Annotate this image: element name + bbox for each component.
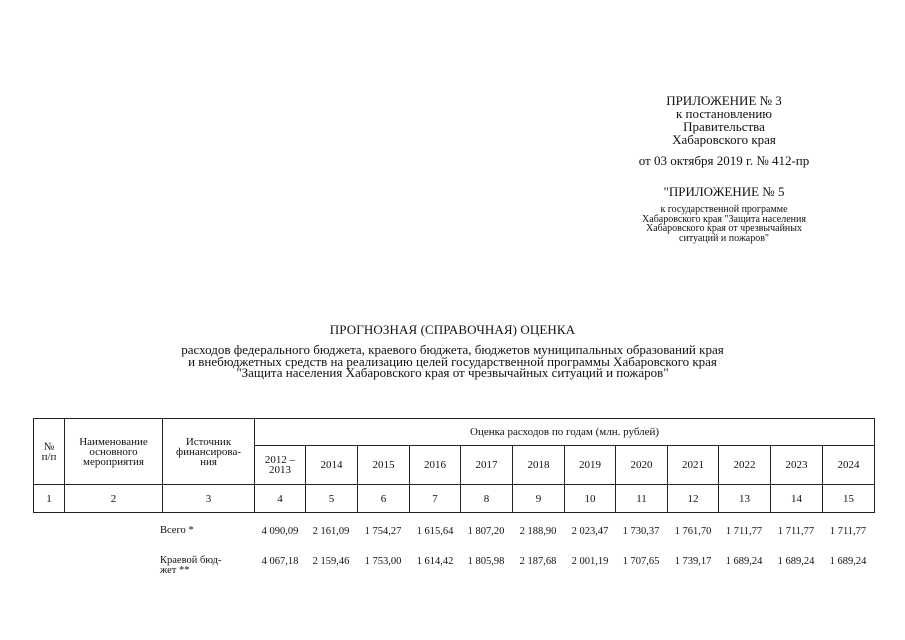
- header-year: 2015: [358, 446, 410, 485]
- header-year: 2023: [771, 446, 823, 485]
- column-number: 12: [668, 485, 719, 513]
- row-value: 1 754,27: [364, 526, 402, 537]
- program-line: Хабаровского края от чрезвычайных: [646, 223, 802, 234]
- program-line: ситуаций и пожаров": [679, 232, 769, 244]
- row-value: 2 161,09: [312, 526, 350, 537]
- row-value: 2 187,68: [519, 556, 557, 567]
- header-activity-line: основного: [89, 445, 138, 458]
- row-value: 1 761,70: [674, 526, 712, 537]
- row-value: 2 001,19: [571, 556, 609, 567]
- column-number: 1: [34, 485, 65, 513]
- appendix-header: [600, 94, 848, 243]
- row-value: 1 711,77: [777, 526, 815, 537]
- header-number-line: п/п: [41, 450, 57, 463]
- appendix-region: Хабаровского края: [672, 132, 776, 147]
- row-value: 1 615,64: [416, 526, 454, 537]
- row-value: 4 090,09: [261, 526, 299, 537]
- appendix-number: ПРИЛОЖЕНИЕ № 3: [666, 93, 782, 108]
- header-number: [34, 419, 65, 485]
- column-number: 3: [163, 485, 255, 513]
- row-value: 2 023,47: [571, 526, 609, 537]
- year-first-line: 2012 –: [264, 454, 296, 466]
- row-value: 1 689,24: [829, 556, 867, 567]
- row-source-label: [160, 556, 221, 575]
- row-label-line: Всего *: [160, 525, 194, 536]
- column-number: 7: [410, 485, 461, 513]
- appendix-date: от 03 октября 2019 г. № 412-пр: [638, 153, 810, 168]
- row-label-line: жет **: [160, 564, 190, 576]
- header-source-line: финансирова-: [175, 445, 242, 458]
- column-number: 11: [616, 485, 668, 513]
- program-line: к государственной программе: [660, 204, 788, 215]
- row-value: 1 739,17: [674, 556, 712, 567]
- header-activity-line: мероприятия: [83, 455, 144, 468]
- row-value: 1 689,24: [777, 556, 815, 567]
- header-year: 2014: [306, 446, 358, 485]
- header-activity-line: Наименование: [79, 435, 148, 448]
- row-label-line: Краевой бюд-: [160, 555, 222, 566]
- appendix-resolution: к постановлению: [675, 106, 773, 121]
- header-source: [163, 419, 255, 485]
- row-value: 4 067,18: [261, 556, 299, 567]
- program-line: Хабаровского края "Защита населения: [642, 213, 806, 225]
- document-title: ПРОГНОЗНАЯ (СПРАВОЧНАЯ) ОЦЕНКА: [329, 322, 576, 337]
- column-number: 9: [513, 485, 565, 513]
- row-value: 1 707,65: [622, 556, 660, 567]
- estimate-table: [33, 418, 875, 513]
- row-value: 1 614,42: [416, 556, 454, 567]
- year-first-line: 2013: [269, 464, 291, 476]
- header-year: 2022: [719, 446, 771, 485]
- row-value: 1 711,77: [725, 526, 763, 537]
- header-year: 2021: [668, 446, 719, 485]
- column-number: 13: [719, 485, 771, 513]
- header-year: 2018: [513, 446, 565, 485]
- subtitle-line: и внебюджетных средств на реализацию целей государственной программы Хабаровского края: [188, 353, 717, 369]
- header-number-line: №: [43, 440, 55, 453]
- row-value: 1 753,00: [364, 556, 402, 567]
- header-year-first: [255, 446, 306, 485]
- column-number: 8: [461, 485, 513, 513]
- header-year: 2017: [461, 446, 513, 485]
- row-value: 1 805,98: [467, 556, 505, 567]
- row-value: 1 689,24: [725, 556, 763, 567]
- row-source-label: [160, 526, 194, 536]
- row-value: 1 807,20: [467, 526, 505, 537]
- header-year: 2019: [565, 446, 616, 485]
- column-number: 6: [358, 485, 410, 513]
- header-source-line: Источник: [185, 435, 232, 448]
- row-value: 1 730,37: [622, 526, 660, 537]
- column-number: 15: [823, 485, 875, 513]
- row-value: 2 159,46: [312, 556, 350, 567]
- header-year: 2024: [823, 446, 875, 485]
- header-estimate: Оценка расходов по годам (млн. рублей): [255, 419, 875, 446]
- appendix-program-ref: [600, 205, 848, 243]
- row-value: 1 711,77: [829, 526, 867, 537]
- row-value: 2 188,90: [519, 526, 557, 537]
- header-source-line: ния: [200, 455, 217, 468]
- column-number: 10: [565, 485, 616, 513]
- header-year: 2016: [410, 446, 461, 485]
- appendix-5-title: "ПРИЛОЖЕНИЕ № 5: [663, 184, 785, 199]
- subtitle-line: "Защита населения Хабаровского края от чрезвычайных ситуаций и пожаров": [236, 365, 669, 380]
- appendix-government: Правительства: [683, 119, 765, 134]
- column-number: 2: [65, 485, 163, 513]
- column-number: 14: [771, 485, 823, 513]
- document-subtitle: [0, 344, 905, 379]
- header-year: 2020: [616, 446, 668, 485]
- header-activity: [65, 419, 163, 485]
- column-number: 5: [306, 485, 358, 513]
- subtitle-line: расходов федерального бюджета, краевого бюджета, бюджетов муниципальных образований края: [181, 342, 724, 357]
- column-number: 4: [255, 485, 306, 513]
